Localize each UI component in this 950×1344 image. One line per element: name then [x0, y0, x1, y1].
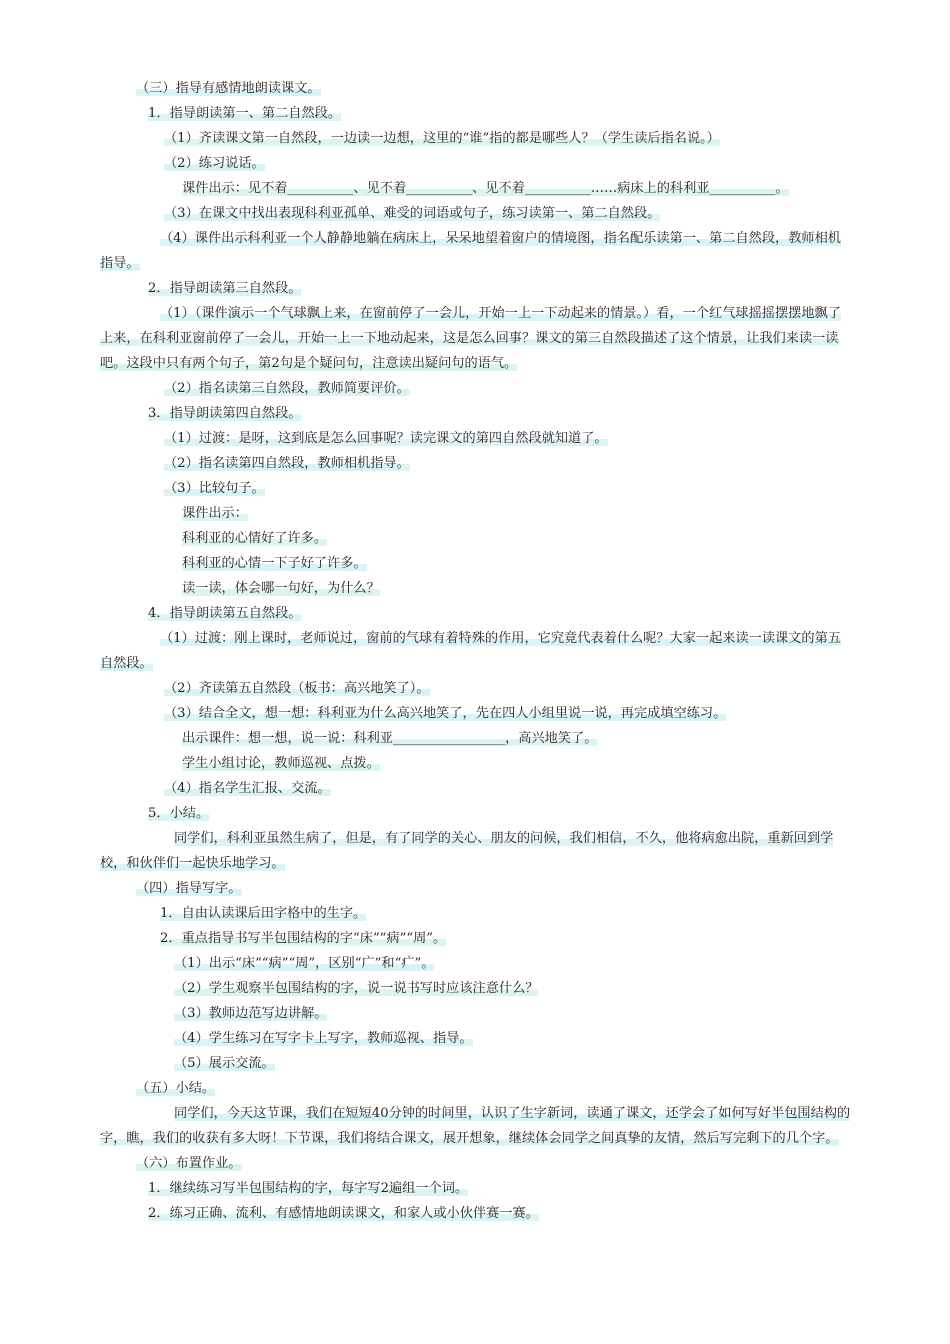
courseware-prompt: 课件出示： — [182, 506, 248, 521]
step-heading: 4．指导朗读第五自然段。 — [148, 606, 302, 621]
step-item: （2）指名读第四自然段，教师相机指导。 — [164, 456, 410, 471]
courseware-prompt: 出示课件：想一想，说一说：科利亚_________________，高兴地笑了。 — [182, 731, 598, 746]
step-heading: 3．指导朗读第四自然段。 — [148, 406, 302, 421]
summary-paragraph: 同学们，今天这节课，我们在短短40分钟的时间里，认识了生字新词，读通了课文，还学会了如何写好半包围结构的字，瞧，我们的收获有多大呀！下节课，我们将结合课文，展开想象，继续体会同学之间真挚的友情，然后写完剩下的几个字。 — [100, 1106, 851, 1146]
step-item: （2）齐读第五自然段（板书：高兴地笑了）。 — [164, 681, 430, 696]
summary-paragraph: 同学们，科利亚虽然生病了，但是，有了同学的关心、朋友的问候，我们相信，不久，他将病愈出院，重新回到学校，和伙伴们一起快乐地学习。 — [100, 831, 834, 871]
example-sentence: 科利亚的心情好了许多。 — [182, 531, 328, 546]
step-note: 学生小组讨论，教师巡视、点拨。 — [182, 756, 380, 771]
step-item: （1）过渡：刚上课时，老师说过，窗前的气球有着特殊的作用，它究竟代表着什么呢？大家一起来读一读课文的第五自然段。 — [100, 631, 841, 671]
homework-item: 1．继续练习写半包围结构的字，每字写2遍组一个词。 — [148, 1181, 469, 1196]
step-heading: 2．重点指导书写半包围结构的字“床”“病”“周”。 — [160, 931, 447, 946]
section-heading-3: （三）指导有感情地朗读课文。 — [136, 81, 321, 96]
step-item: （1）（课件演示一个气球飘上来，在窗前停了一会儿，开始一上一下动起来的情景。）看，一个红气球摇摇摆摆地飘了上来，在科利亚窗前停了一会儿，开始一上一下地动起来，这是怎么回事？课文的第三自然段描述了这个情景，让我们来读一读吧。这段中只有两个句子，第2句是个疑问句，注意读出疑问句的语气。 — [100, 306, 841, 371]
step-item: （1）过渡：是呀，这到底是怎么回事呢？读完课文的第四自然段就知道了。 — [164, 431, 608, 446]
step-heading: 5．小结。 — [148, 806, 210, 821]
step-item: （3）在课文中找出表现科利亚孤单、难受的词语或句子，练习读第一、第二自然段。 — [164, 206, 661, 221]
step-heading: 1．指导朗读第一、第二自然段。 — [148, 106, 342, 121]
section-heading-4: （四）指导写字。 — [136, 881, 242, 896]
courseware-prompt: 课件出示：见不着__________、见不着__________、见不着__________……病床上的科利亚__________。 — [182, 181, 789, 196]
step-item: （1）出示“床”“病”“周”，区别“广”和“疒”。 — [174, 956, 435, 971]
section-heading-5: （五）小结。 — [136, 1081, 216, 1096]
section-heading-6: （六）布置作业。 — [136, 1156, 242, 1171]
example-sentence: 科利亚的心情一下子好了许多。 — [182, 556, 367, 571]
step-item: （4）课件出示科利亚一个人静静地躺在病床上，呆呆地望着窗户的情境图，指名配乐读第一、第二自然段，教师相机指导。 — [100, 231, 841, 271]
step-item: （4）指名学生汇报、交流。 — [164, 781, 331, 796]
step-item: （3）比较句子。 — [164, 481, 265, 496]
step-item: （5）展示交流。 — [174, 1056, 275, 1071]
step-heading: 1．自由认读课后田字格中的生字。 — [160, 906, 367, 921]
document-body — [100, 76, 852, 1226]
step-item: （2）学生观察半包围结构的字，说一说书写时应该注意什么？ — [174, 981, 539, 996]
step-heading: 2．指导朗读第三自然段。 — [148, 281, 302, 296]
step-item: （3）结合全文，想一想：科利亚为什么高兴地笑了，先在四人小组里说一说，再完成填空练习。 — [164, 706, 727, 721]
step-item: （2）指名读第三自然段，教师简要评价。 — [164, 381, 410, 396]
step-item: （1）齐读课文第一自然段，一边读一边想，这里的“谁”指的都是哪些人？（学生读后指名说。） — [164, 131, 720, 146]
step-item: （2）练习说话。 — [164, 156, 265, 171]
example-sentence: 读一读，体会哪一句好，为什么？ — [182, 581, 380, 596]
step-item: （3）教师边范写边讲解。 — [174, 1006, 328, 1021]
homework-item: 2．练习正确、流利、有感情地朗读课文，和家人或小伙伴赛一赛。 — [148, 1206, 539, 1221]
step-item: （4）学生练习在写字卡上写字，教师巡视、指导。 — [174, 1031, 473, 1046]
